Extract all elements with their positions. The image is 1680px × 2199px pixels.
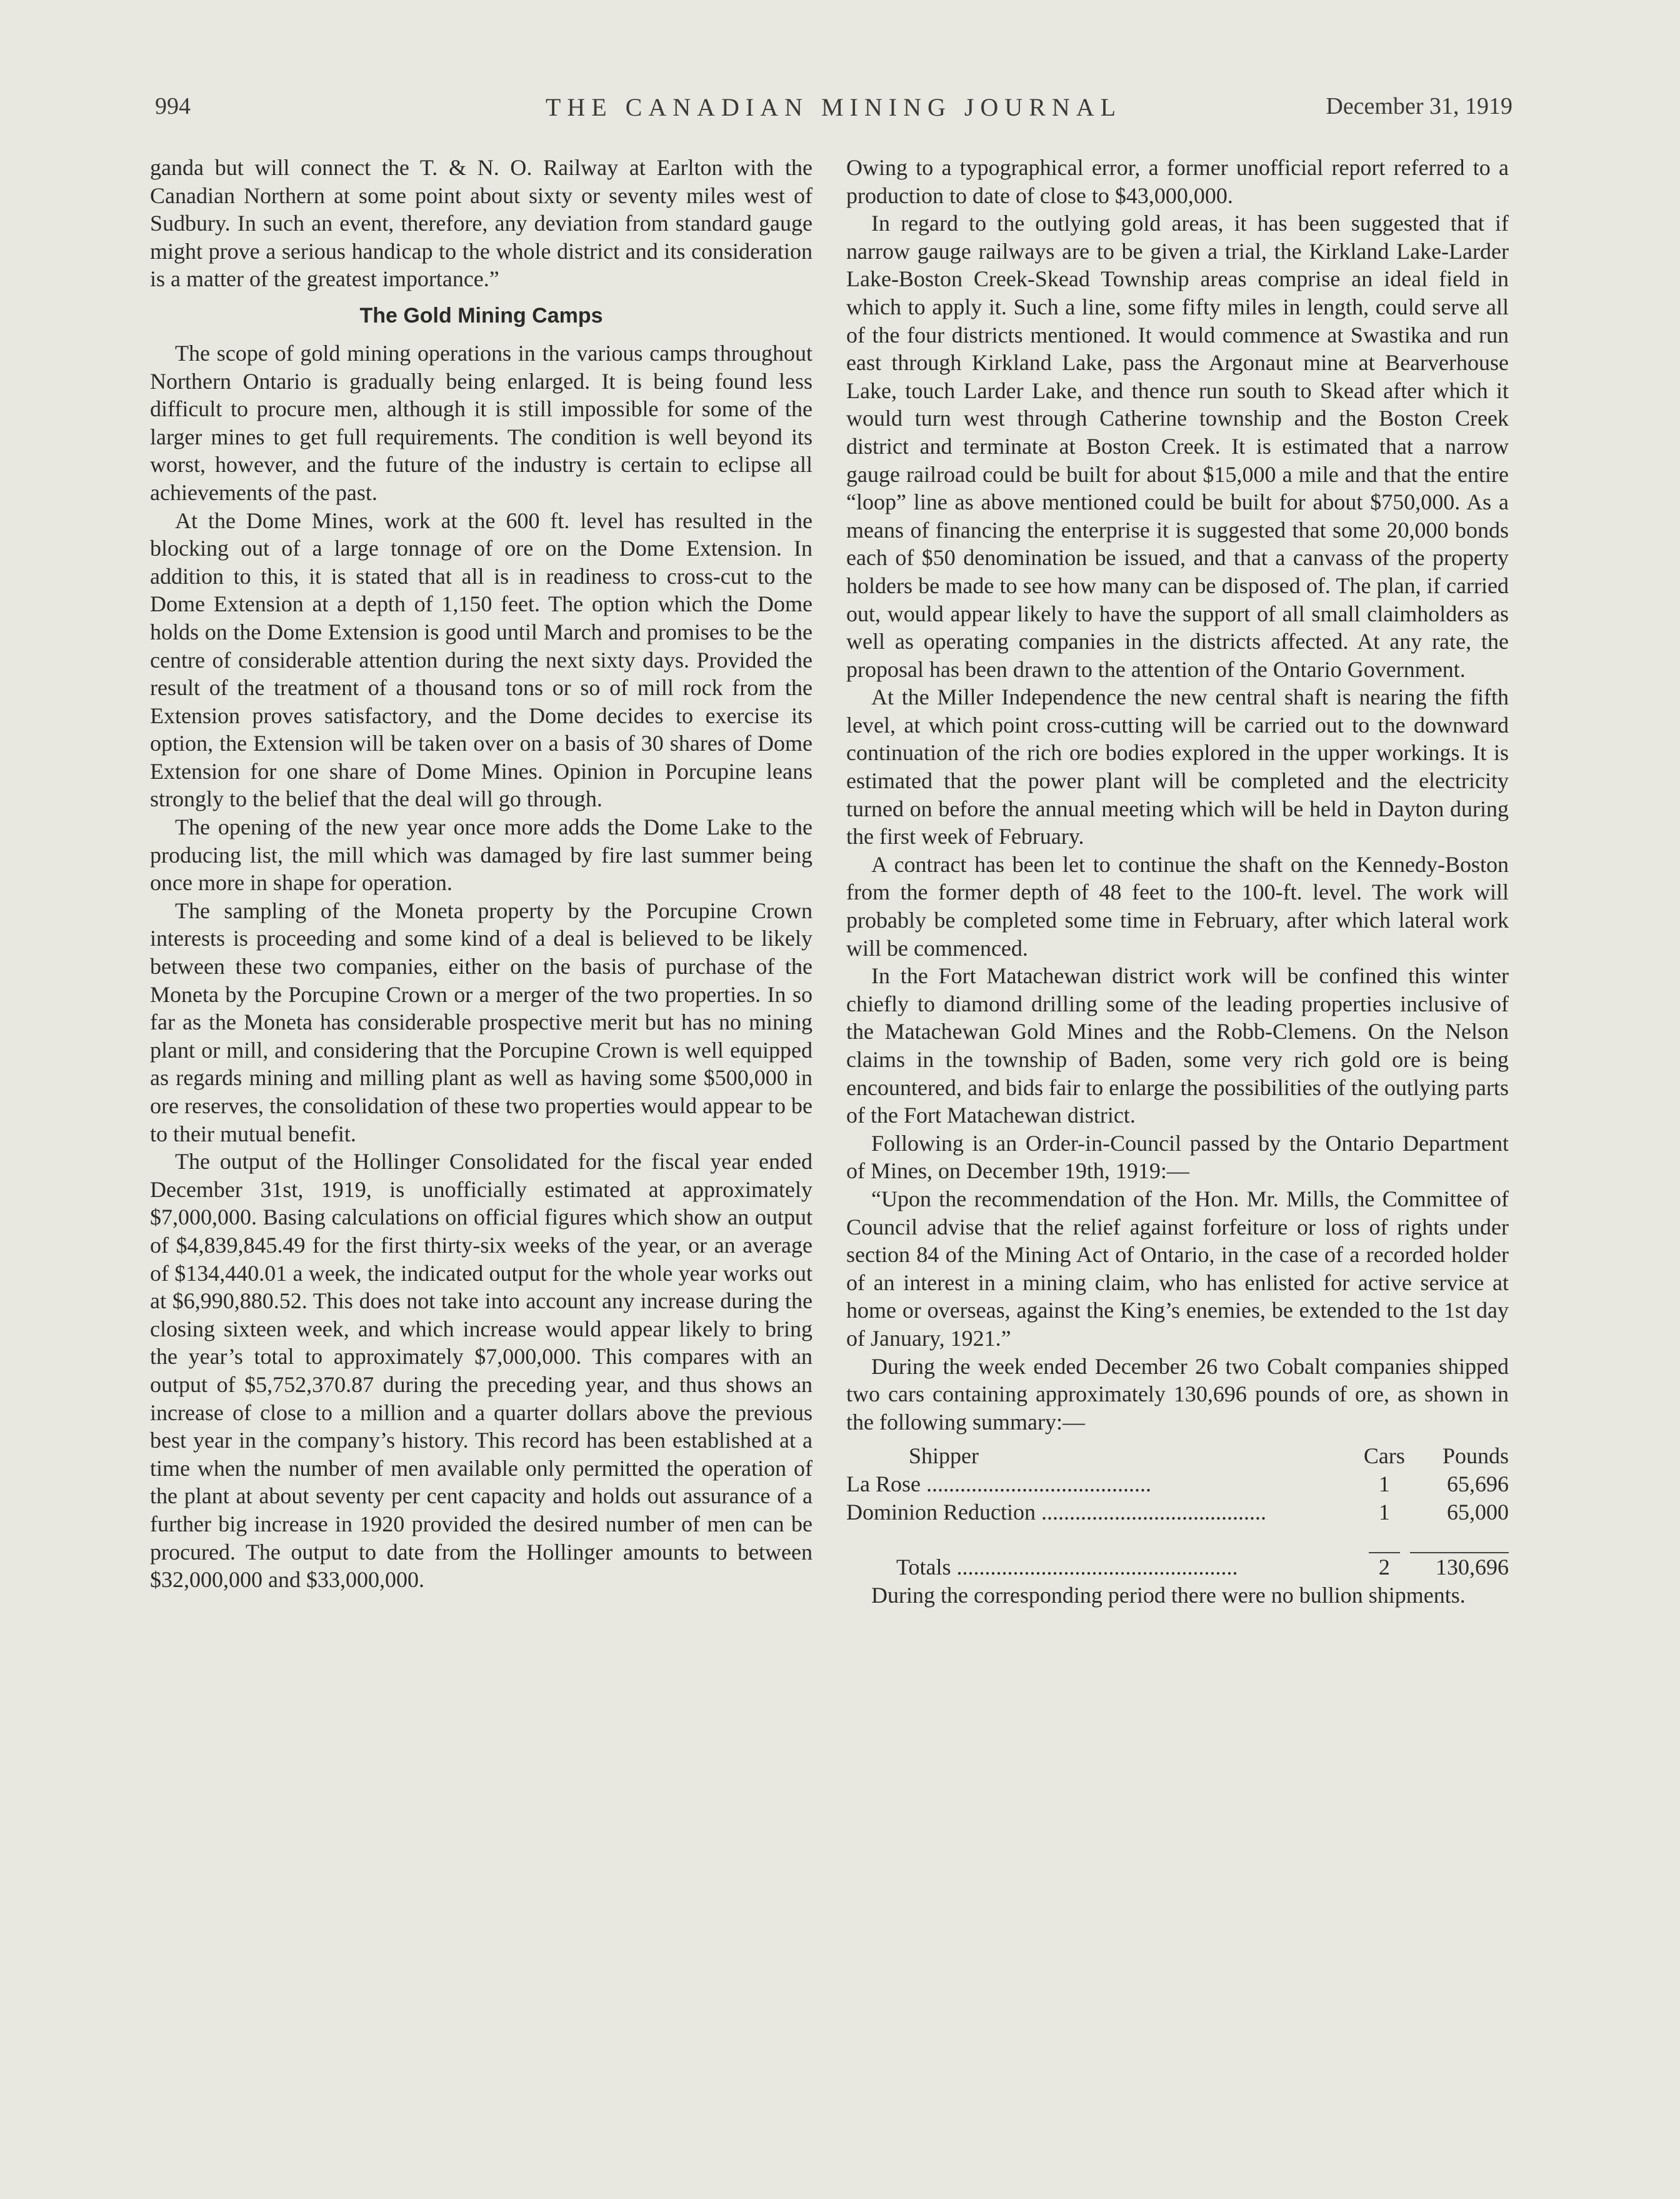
page-number: 994 (155, 93, 191, 119)
right-column (846, 154, 1509, 1609)
table-rule-row (846, 1526, 1509, 1553)
table-row: La Rose ........................................ 1 65,696 (846, 1470, 1509, 1498)
page-header (155, 93, 1512, 130)
paragraph: In the Fort Matachewan district work will be confined this winter chiefly to diamond drilling some of the leading properties inclusive of the Matachewan Gold Mines and the Robb-Clemens. On the Nelson claims in the township of Baden, some very rich gold ore is being encountered, and bids fair to enlarge the possibilities of the outlying parts of the Fort Matachewan district. (846, 963, 1509, 1128)
header-cars: Cars (1363, 1443, 1405, 1469)
paragraph: The scope of gold mining operations in the various camps throughout Northern Ontario is gradually being enlarged. It is being found less difficult to procure men, although it is still impossible for some of the larger mines to get full requirements. The condition is well beyond its worst, however, and the future of the industry is certain to eclipse all achievements of the past. (150, 340, 812, 505)
shipment-table (846, 1442, 1509, 1581)
paragraph: During the week ended December 26 two Cobalt companies shipped two cars containing approximately 130,696 pounds of ore, as shown in the following summary:— (846, 1353, 1509, 1435)
paragraph: During the corresponding period there were no bullion shipments. (871, 1582, 1466, 1608)
table-totals-row: Totals .................................................. 2 130,696 (846, 1553, 1509, 1581)
paragraph: The output of the Hollinger Consolidated for the fiscal year ended December 31st, 1919, is unofficially estimated at approximately $7,000,000. Basing calculations on official figures which show an output of $4,839,845.49 for the first thirty-six weeks of the year, or an average of $134,440.01 a week, the indicated output for the whole year works out at $6,990,880.52. This does not take into account any increase during the closing sixteen week, and which increase would appear likely to bring the year’s total to approximately $7,000,000. This compares with an output of $5,752,370.87 during the preceding year, and thus shows an increase of close to a million and a quarter dollars above the previous best year in the company’s history. This record has been established at a time when the number of men available only permitted the operation of the plant at about seventy per cent capacity and holds out assurance of a further big increase in 1920 provided the desired number of men can be procured. The output to date from the Hollinger amounts to between $32,000,000 and $33,000,000. (150, 1149, 812, 1593)
header-pounds: Pounds (1442, 1443, 1509, 1469)
table-header-row (846, 1442, 1509, 1470)
paragraph: At the Dome Mines, work at the 600 ft. level has resulted in the blocking out of a large tonnage of ore on the Dome Extension. In addition to this, it is stated that all is in readiness to cross-cut to the Dome Extension at a depth of 1,150 feet. The option which the Dome holds on the Dome Extension is good until March and promises to be the centre of considerable attention during the next sixty days. Provided the result of the treatment of a thousand tons or so of mill rock from the Extension proves satisfactory, and the Dome decides to exercise its option, the Extension will be taken over on a basis of 30 shares of Dome Extension for one share of Dome Mines. Opinion in Porcupine leans strongly to the belief that the deal will go through. (150, 508, 812, 812)
paragraph: A contract has been let to continue the shaft on the Kennedy-Boston from the former depth of 48 feet to the 100-ft. level. The work will probably be completed some time in February, after which lateral work will be commenced. (846, 851, 1509, 961)
shipper-name: Dominion Reduction (846, 1499, 1036, 1525)
left-column (150, 154, 812, 1594)
shipper-name: La Rose (846, 1471, 921, 1496)
journal-title: THE CANADIAN MINING JOURNAL (545, 93, 1122, 121)
totals-label: Totals (896, 1555, 951, 1580)
paragraph: The sampling of the Moneta property by the Porcupine Crown interests is proceeding and some kind of a deal is believed to be likely between these two companies, either on the basis of purchase of the Moneta by the Porcupine Crown or a merger of the two properties. In so far as the Moneta has considerable prospective merit but has no mining plant or mill, and considering that the Porcupine Crown is well equipped as regards mining and milling plant as well as having some $500,000 in ore reserves, the consolidation of these two properties would appear to be to their mutual benefit. (150, 898, 812, 1146)
header-shipper: Shipper (909, 1443, 979, 1469)
paragraph: Owing to a typographical error, a former unofficial report referred to a production to date of close to $43,000,000. (846, 155, 1509, 208)
paragraph: Following is an Order-in-Council passed by the Ontario Department of Mines, on December 19th, 1919:— (846, 1130, 1509, 1184)
paragraph: The opening of the new year once more adds the Dome Lake to the producing list, the mill which was damaged by fire last summer being once more in shape for operation. (150, 814, 812, 896)
paragraph: ganda but will connect the T. & N. O. Railway at Earlton with the Canadian Northern at some point about sixty or seventy miles west of Sudbury. In such an event, therefore, any deviation from standard gauge might prove a serious handicap to the whole district and its consideration is a matter of the greatest importance.” (150, 155, 812, 292)
total-cars: 2 (1378, 1555, 1390, 1580)
cars-value: 1 (1378, 1499, 1390, 1525)
issue-date: December 31, 1919 (1326, 93, 1512, 119)
paragraph: In regard to the outlying gold areas, it has been suggested that if narrow gauge railways are to be given a trial, the Kirkland Lake-Larder Lake-Boston Creek-Skead Township areas comprise an ideal field in which to apply it. Such a line, some fifty miles in length, could serve all of the four districts mentioned. It would commence at Swastika and run east through Kirkland Lake, pass the Argonaut mine at Bearverhouse Lake, touch Larder Lake, and thence run south to Skead after which it would turn west through Catherine township and the Boston Creek district and terminate at Boston Creek. It is estimated that a narrow gauge railroad could be built for about $15,000 a mile and that the entire “loop” line as above mentioned could be built for about $750,000. As a means of financing the enterprise it is suggested that some 20,000 bonds each of $50 denomination be issued, and that a canvass of the property holders be made to see how many can be disposed of. The plan, if carried out, would appear likely to have the support of all small claimholders as well as operating companies in the districts affected. At any rate, the proposal has been drawn to the attention of the Ontario Government. (846, 211, 1509, 682)
table-row: Dominion Reduction ........................................ 1 65,000 (846, 1498, 1509, 1526)
pounds-value: 65,000 (1447, 1499, 1509, 1525)
quotation-paragraph: “Upon the recommendation of the Hon. Mr. Mills, the Committee of Council advise that the relief against forfeiture or loss of rights under section 84 of the Mining Act of Ontario, in the case of a recorded holder of an interest in a mining claim, who has enlisted for active service at home or overseas, against the King’s enemies, be extended to the 1st day of January, 1921.” (846, 1186, 1509, 1351)
section-heading: The Gold Mining Camps (359, 303, 603, 328)
cars-value: 1 (1378, 1471, 1390, 1496)
total-pounds: 130,696 (1436, 1555, 1509, 1580)
pounds-value: 65,696 (1447, 1471, 1509, 1496)
paragraph: At the Miller Independence the new central shaft is nearing the fifth level, at which point cross-cutting will be carried out to the downward continuation of the rich ore bodies explored in the upper workings. It is estimated that the power plant will be completed and the electricity turned on before the annual meeting which will be held in Dayton during the first week of February. (846, 684, 1509, 849)
